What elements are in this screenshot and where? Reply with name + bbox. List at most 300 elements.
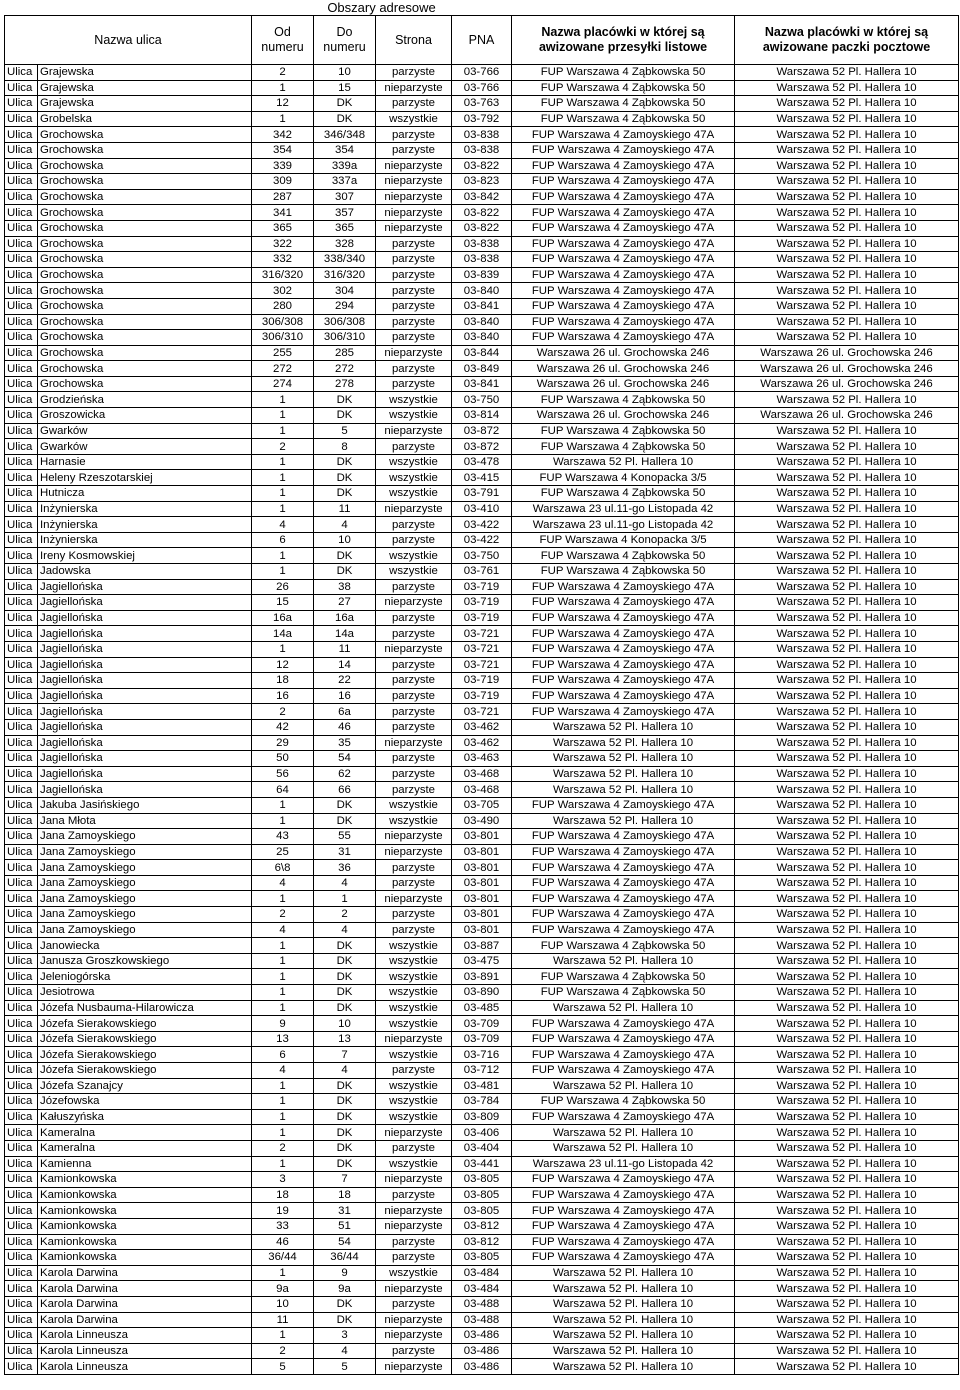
letters-office-cell: FUP Warszawa 4 Zamoyskiego 47A <box>512 1047 735 1063</box>
from-number-cell: 6 <box>252 1047 314 1063</box>
from-number-cell: 342 <box>252 127 314 143</box>
side-cell: wszystkie <box>376 1078 452 1094</box>
letters-office-cell: FUP Warszawa 4 Ząbkowska 50 <box>512 1094 735 1110</box>
side-cell: wszystkie <box>376 1016 452 1032</box>
side-cell: wszystkie <box>376 1156 452 1172</box>
to-number-cell: 11 <box>314 501 376 517</box>
letters-office-cell: FUP Warszawa 4 Zamoyskiego 47A <box>512 205 735 221</box>
table-row <box>5 719 959 735</box>
to-number-cell: DK <box>314 1156 376 1172</box>
street-name-cell: Kałuszyńska <box>38 1109 252 1125</box>
from-number-cell: 29 <box>252 735 314 751</box>
parcels-office-cell: Warszawa 52 Pl. Hallera 10 <box>735 423 959 439</box>
from-number-cell: 12 <box>252 657 314 673</box>
street-name-cell: Jagiellońska <box>38 673 252 689</box>
side-cell: parzyste <box>376 252 452 268</box>
letters-office-cell: FUP Warszawa 4 Ząbkowska 50 <box>512 423 735 439</box>
table-row <box>5 205 959 221</box>
street-type-cell: Ulica <box>5 641 38 657</box>
from-number-cell: 2 <box>252 439 314 455</box>
to-number-cell: 10 <box>314 65 376 81</box>
table-row <box>5 454 959 470</box>
parcels-office-cell: Warszawa 52 Pl. Hallera 10 <box>735 392 959 408</box>
pna-cell: 03-488 <box>452 1296 512 1312</box>
street-name-cell: Jagiellońska <box>38 751 252 767</box>
side-cell: nieparzyste <box>376 345 452 361</box>
side-cell: nieparzyste <box>376 829 452 845</box>
to-number-cell: 9 <box>314 1265 376 1281</box>
to-number-cell: 31 <box>314 844 376 860</box>
parcels-office-cell: Warszawa 52 Pl. Hallera 10 <box>735 96 959 112</box>
to-number-cell: 316/320 <box>314 267 376 283</box>
street-name-cell: Harnasie <box>38 454 252 470</box>
parcels-office-cell: Warszawa 52 Pl. Hallera 10 <box>735 1281 959 1297</box>
table-row <box>5 423 959 439</box>
letters-office-cell: Warszawa 52 Pl. Hallera 10 <box>512 454 735 470</box>
from-number-cell: 339 <box>252 158 314 174</box>
to-number-cell: DK <box>314 408 376 424</box>
parcels-office-cell: Warszawa 52 Pl. Hallera 10 <box>735 1250 959 1266</box>
table-row <box>5 844 959 860</box>
side-cell: nieparzyste <box>376 158 452 174</box>
to-number-cell: 35 <box>314 735 376 751</box>
pna-cell: 03-719 <box>452 688 512 704</box>
street-name-cell: Jeleniogórska <box>38 969 252 985</box>
from-number-cell: 1 <box>252 392 314 408</box>
to-number-cell: 51 <box>314 1218 376 1234</box>
to-number-cell: 18 <box>314 1187 376 1203</box>
to-number-cell: 54 <box>314 751 376 767</box>
street-name-cell: Jagiellońska <box>38 782 252 798</box>
from-number-cell: 1 <box>252 985 314 1001</box>
street-type-cell: Ulica <box>5 813 38 829</box>
to-number-cell: 5 <box>314 423 376 439</box>
to-number-cell: 285 <box>314 345 376 361</box>
pna-cell: 03-415 <box>452 470 512 486</box>
street-type-cell: Ulica <box>5 174 38 190</box>
from-number-cell: 1 <box>252 564 314 580</box>
side-cell: nieparzyste <box>376 501 452 517</box>
street-name-cell: Karola Darwina <box>38 1296 252 1312</box>
street-name-cell: Jagiellońska <box>38 641 252 657</box>
side-cell: parzyste <box>376 1187 452 1203</box>
parcels-office-cell: Warszawa 52 Pl. Hallera 10 <box>735 330 959 346</box>
parcels-office-cell: Warszawa 52 Pl. Hallera 10 <box>735 267 959 283</box>
parcels-office-cell: Warszawa 52 Pl. Hallera 10 <box>735 969 959 985</box>
pna-cell: 03-716 <box>452 1047 512 1063</box>
side-cell: wszystkie <box>376 813 452 829</box>
from-number-cell: 1 <box>252 813 314 829</box>
from-number-cell: 1 <box>252 454 314 470</box>
pna-cell: 03-463 <box>452 751 512 767</box>
parcels-office-cell: Warszawa 52 Pl. Hallera 10 <box>735 829 959 845</box>
table-row <box>5 330 959 346</box>
street-type-cell: Ulica <box>5 361 38 377</box>
letters-office-cell: FUP Warszawa 4 Zamoyskiego 47A <box>512 673 735 689</box>
street-name-cell: Kamionkowska <box>38 1187 252 1203</box>
header-street-name: Nazwa ulica <box>5 16 252 65</box>
street-type-cell: Ulica <box>5 766 38 782</box>
pna-cell: 03-844 <box>452 345 512 361</box>
street-name-cell: Ireny Kosmowskiej <box>38 548 252 564</box>
side-cell: nieparzyste <box>376 1203 452 1219</box>
side-cell: nieparzyste <box>376 1281 452 1297</box>
street-type-cell: Ulica <box>5 657 38 673</box>
from-number-cell: 42 <box>252 719 314 735</box>
header-spacer <box>512 0 959 16</box>
header-pna: PNA <box>452 16 512 65</box>
side-cell: parzyste <box>376 298 452 314</box>
table-row <box>5 1140 959 1156</box>
parcels-office-cell: Warszawa 52 Pl. Hallera 10 <box>735 953 959 969</box>
letters-office-cell: FUP Warszawa 4 Ząbkowska 50 <box>512 969 735 985</box>
to-number-cell: DK <box>314 797 376 813</box>
pna-cell: 03-709 <box>452 1031 512 1047</box>
parcels-office-cell: Warszawa 52 Pl. Hallera 10 <box>735 1265 959 1281</box>
table-row <box>5 80 959 96</box>
street-name-cell: Grajewska <box>38 80 252 96</box>
side-cell: wszystkie <box>376 953 452 969</box>
from-number-cell: 1 <box>252 797 314 813</box>
table-row <box>5 1000 959 1016</box>
from-number-cell: 287 <box>252 189 314 205</box>
from-number-cell: 1 <box>252 111 314 127</box>
header-from-number: Od numeru <box>252 16 314 65</box>
street-name-cell: Grajewska <box>38 96 252 112</box>
street-name-cell: Grochowska <box>38 252 252 268</box>
street-name-cell: Jana Zamoyskiego <box>38 875 252 891</box>
letters-office-cell: Warszawa 52 Pl. Hallera 10 <box>512 1359 735 1375</box>
letters-office-cell: FUP Warszawa 4 Zamoyskiego 47A <box>512 875 735 891</box>
to-number-cell: DK <box>314 1109 376 1125</box>
to-number-cell: DK <box>314 1140 376 1156</box>
table-row <box>5 361 959 377</box>
table-row <box>5 1218 959 1234</box>
table-row <box>5 111 959 127</box>
from-number-cell: 5 <box>252 1359 314 1375</box>
from-number-cell: 10 <box>252 1296 314 1312</box>
street-type-cell: Ulica <box>5 875 38 891</box>
letters-office-cell: FUP Warszawa 4 Ząbkowska 50 <box>512 938 735 954</box>
from-number-cell: 2 <box>252 1140 314 1156</box>
pna-cell: 03-839 <box>452 267 512 283</box>
pna-cell: 03-801 <box>452 891 512 907</box>
pna-cell: 03-805 <box>452 1203 512 1219</box>
letters-office-cell: FUP Warszawa 4 Zamoyskiego 47A <box>512 657 735 673</box>
to-number-cell: 354 <box>314 142 376 158</box>
letters-office-cell: FUP Warszawa 4 Zamoyskiego 47A <box>512 330 735 346</box>
street-name-cell: Jagiellońska <box>38 626 252 642</box>
table-row <box>5 345 959 361</box>
from-number-cell: 9 <box>252 1016 314 1032</box>
to-number-cell: DK <box>314 953 376 969</box>
letters-office-cell: FUP Warszawa 4 Zamoyskiego 47A <box>512 704 735 720</box>
parcels-office-cell: Warszawa 52 Pl. Hallera 10 <box>735 1140 959 1156</box>
parcels-office-cell: Warszawa 52 Pl. Hallera 10 <box>735 205 959 221</box>
to-number-cell: 1 <box>314 891 376 907</box>
letters-office-cell: FUP Warszawa 4 Zamoyskiego 47A <box>512 298 735 314</box>
street-type-cell: Ulica <box>5 517 38 533</box>
street-type-cell: Ulica <box>5 408 38 424</box>
to-number-cell: DK <box>314 486 376 502</box>
letters-office-cell: FUP Warszawa 4 Zamoyskiego 47A <box>512 1218 735 1234</box>
parcels-office-cell: Warszawa 52 Pl. Hallera 10 <box>735 174 959 190</box>
table-row <box>5 985 959 1001</box>
parcels-office-cell: Warszawa 26 ul. Grochowska 246 <box>735 376 959 392</box>
street-type-cell: Ulica <box>5 111 38 127</box>
from-number-cell: 1 <box>252 1000 314 1016</box>
to-number-cell: DK <box>314 1125 376 1141</box>
table-row <box>5 1078 959 1094</box>
pna-cell: 03-721 <box>452 641 512 657</box>
letters-office-cell: FUP Warszawa 4 Zamoyskiego 47A <box>512 1187 735 1203</box>
to-number-cell: 9a <box>314 1281 376 1297</box>
street-name-cell: Karola Darwina <box>38 1312 252 1328</box>
letters-office-cell: FUP Warszawa 4 Zamoyskiego 47A <box>512 860 735 876</box>
table-row <box>5 1281 959 1297</box>
street-name-cell: Jagiellońska <box>38 766 252 782</box>
parcels-office-cell: Warszawa 52 Pl. Hallera 10 <box>735 782 959 798</box>
to-number-cell: 4 <box>314 875 376 891</box>
pna-cell: 03-838 <box>452 236 512 252</box>
table-row <box>5 938 959 954</box>
to-number-cell: 14a <box>314 626 376 642</box>
pna-cell: 03-422 <box>452 517 512 533</box>
to-number-cell: 346/348 <box>314 127 376 143</box>
parcels-office-cell: Warszawa 52 Pl. Hallera 10 <box>735 985 959 1001</box>
street-type-cell: Ulica <box>5 220 38 236</box>
pna-cell: 03-486 <box>452 1343 512 1359</box>
street-type-cell: Ulica <box>5 65 38 81</box>
side-cell: wszystkie <box>376 1265 452 1281</box>
side-cell: wszystkie <box>376 392 452 408</box>
street-name-cell: Kameralna <box>38 1140 252 1156</box>
table-row <box>5 1125 959 1141</box>
street-name-cell: Jagiellońska <box>38 610 252 626</box>
street-name-cell: Grochowska <box>38 189 252 205</box>
table-row <box>5 1109 959 1125</box>
pna-cell: 03-822 <box>452 205 512 221</box>
parcels-office-cell: Warszawa 52 Pl. Hallera 10 <box>735 1203 959 1219</box>
side-cell: parzyste <box>376 704 452 720</box>
street-name-cell: Grajewska <box>38 65 252 81</box>
street-name-cell: Kamionkowska <box>38 1218 252 1234</box>
to-number-cell: 13 <box>314 1031 376 1047</box>
letters-office-cell: FUP Warszawa 4 Zamoyskiego 47A <box>512 626 735 642</box>
pna-cell: 03-872 <box>452 439 512 455</box>
to-number-cell: 294 <box>314 298 376 314</box>
letters-office-cell: FUP Warszawa 4 Zamoyskiego 47A <box>512 907 735 923</box>
to-number-cell: 304 <box>314 283 376 299</box>
header-spacer <box>5 0 252 16</box>
pna-cell: 03-721 <box>452 704 512 720</box>
side-cell: wszystkie <box>376 797 452 813</box>
street-name-cell: Jagiellońska <box>38 719 252 735</box>
street-type-cell: Ulica <box>5 1031 38 1047</box>
side-cell: parzyste <box>376 439 452 455</box>
letters-office-cell: FUP Warszawa 4 Ząbkowska 50 <box>512 548 735 564</box>
to-number-cell: 62 <box>314 766 376 782</box>
parcels-office-cell: Warszawa 52 Pl. Hallera 10 <box>735 891 959 907</box>
table-row <box>5 314 959 330</box>
street-name-cell: Jana Zamoyskiego <box>38 922 252 938</box>
street-type-cell: Ulica <box>5 1328 38 1344</box>
table-row <box>5 1172 959 1188</box>
letters-office-cell: FUP Warszawa 4 Zamoyskiego 47A <box>512 641 735 657</box>
parcels-office-cell: Warszawa 52 Pl. Hallera 10 <box>735 875 959 891</box>
letters-office-cell: Warszawa 23 ul.11-go Listopada 42 <box>512 501 735 517</box>
table-row <box>5 1094 959 1110</box>
letters-office-cell: Warszawa 26 ul. Grochowska 246 <box>512 408 735 424</box>
from-number-cell: 316/320 <box>252 267 314 283</box>
street-type-cell: Ulica <box>5 1140 38 1156</box>
from-number-cell: 6\8 <box>252 860 314 876</box>
side-cell: nieparzyste <box>376 1218 452 1234</box>
side-cell: parzyste <box>376 142 452 158</box>
street-type-cell: Ulica <box>5 1016 38 1032</box>
parcels-office-cell: Warszawa 52 Pl. Hallera 10 <box>735 501 959 517</box>
street-type-cell: Ulica <box>5 1156 38 1172</box>
side-cell: parzyste <box>376 579 452 595</box>
pna-cell: 03-478 <box>452 454 512 470</box>
side-cell: parzyste <box>376 236 452 252</box>
from-number-cell: 9a <box>252 1281 314 1297</box>
from-number-cell: 25 <box>252 844 314 860</box>
side-cell: nieparzyste <box>376 205 452 221</box>
table-row <box>5 392 959 408</box>
from-number-cell: 1 <box>252 1094 314 1110</box>
letters-office-cell: Warszawa 52 Pl. Hallera 10 <box>512 782 735 798</box>
pna-cell: 03-766 <box>452 65 512 81</box>
from-number-cell: 1 <box>252 1328 314 1344</box>
from-number-cell: 341 <box>252 205 314 221</box>
letters-office-cell: FUP Warszawa 4 Zamoyskiego 47A <box>512 1063 735 1079</box>
parcels-office-cell: Warszawa 52 Pl. Hallera 10 <box>735 532 959 548</box>
letters-office-cell: FUP Warszawa 4 Zamoyskiego 47A <box>512 267 735 283</box>
street-name-cell: Grochowska <box>38 345 252 361</box>
to-number-cell: DK <box>314 454 376 470</box>
parcels-office-cell: Warszawa 52 Pl. Hallera 10 <box>735 797 959 813</box>
street-type-cell: Ulica <box>5 564 38 580</box>
pna-cell: 03-709 <box>452 1016 512 1032</box>
pna-cell: 03-838 <box>452 252 512 268</box>
from-number-cell: 365 <box>252 220 314 236</box>
side-cell: nieparzyste <box>376 891 452 907</box>
parcels-office-cell: Warszawa 52 Pl. Hallera 10 <box>735 1078 959 1094</box>
pna-cell: 03-814 <box>452 408 512 424</box>
parcels-office-cell: Warszawa 52 Pl. Hallera 10 <box>735 657 959 673</box>
to-number-cell: DK <box>314 1094 376 1110</box>
to-number-cell: 16a <box>314 610 376 626</box>
from-number-cell: 4 <box>252 517 314 533</box>
parcels-office-cell: Warszawa 52 Pl. Hallera 10 <box>735 454 959 470</box>
pna-cell: 03-840 <box>452 330 512 346</box>
pna-cell: 03-705 <box>452 797 512 813</box>
to-number-cell: 54 <box>314 1234 376 1250</box>
pna-cell: 03-842 <box>452 189 512 205</box>
table-row <box>5 610 959 626</box>
letters-office-cell: Warszawa 52 Pl. Hallera 10 <box>512 1328 735 1344</box>
street-name-cell: Kamionkowska <box>38 1203 252 1219</box>
pna-cell: 03-719 <box>452 579 512 595</box>
street-type-cell: Ulica <box>5 252 38 268</box>
side-cell: wszystkie <box>376 1109 452 1125</box>
from-number-cell: 16 <box>252 688 314 704</box>
parcels-office-cell: Warszawa 52 Pl. Hallera 10 <box>735 813 959 829</box>
side-cell: parzyste <box>376 626 452 642</box>
pna-cell: 03-721 <box>452 657 512 673</box>
side-cell: parzyste <box>376 517 452 533</box>
parcels-office-cell: Warszawa 52 Pl. Hallera 10 <box>735 626 959 642</box>
table-row <box>5 486 959 502</box>
from-number-cell: 1 <box>252 423 314 439</box>
street-name-cell: Gwarków <box>38 423 252 439</box>
letters-office-cell: FUP Warszawa 4 Zamoyskiego 47A <box>512 158 735 174</box>
parcels-office-cell: Warszawa 52 Pl. Hallera 10 <box>735 517 959 533</box>
pna-cell: 03-841 <box>452 298 512 314</box>
street-type-cell: Ulica <box>5 80 38 96</box>
street-type-cell: Ulica <box>5 860 38 876</box>
street-type-cell: Ulica <box>5 330 38 346</box>
pna-cell: 03-801 <box>452 875 512 891</box>
street-type-cell: Ulica <box>5 844 38 860</box>
table-row <box>5 189 959 205</box>
parcels-office-cell: Warszawa 52 Pl. Hallera 10 <box>735 766 959 782</box>
street-name-cell: Jakuba Jasińskiego <box>38 797 252 813</box>
letters-office-cell: Warszawa 23 ul.11-go Listopada 42 <box>512 517 735 533</box>
street-type-cell: Ulica <box>5 907 38 923</box>
parcels-office-cell: Warszawa 52 Pl. Hallera 10 <box>735 922 959 938</box>
parcels-office-cell: Warszawa 52 Pl. Hallera 10 <box>735 486 959 502</box>
street-name-cell: Hutnicza <box>38 486 252 502</box>
table-row <box>5 751 959 767</box>
parcels-office-cell: Warszawa 52 Pl. Hallera 10 <box>735 1047 959 1063</box>
from-number-cell: 2 <box>252 907 314 923</box>
street-name-cell: Józefa Sierakowskiego <box>38 1047 252 1063</box>
to-number-cell: DK <box>314 1078 376 1094</box>
to-number-cell: DK <box>314 548 376 564</box>
to-number-cell: 307 <box>314 189 376 205</box>
street-name-cell: Jagiellońska <box>38 595 252 611</box>
side-cell: wszystkie <box>376 1000 452 1016</box>
to-number-cell: 22 <box>314 673 376 689</box>
side-cell: parzyste <box>376 688 452 704</box>
letters-office-cell: FUP Warszawa 4 Zamoyskiego 47A <box>512 174 735 190</box>
to-number-cell: 306/308 <box>314 314 376 330</box>
pna-cell: 03-840 <box>452 283 512 299</box>
parcels-office-cell: Warszawa 52 Pl. Hallera 10 <box>735 298 959 314</box>
from-number-cell: 4 <box>252 922 314 938</box>
from-number-cell: 274 <box>252 376 314 392</box>
table-row <box>5 376 959 392</box>
to-number-cell: 365 <box>314 220 376 236</box>
side-cell: wszystkie <box>376 969 452 985</box>
pna-cell: 03-750 <box>452 392 512 408</box>
pna-cell: 03-719 <box>452 610 512 626</box>
parcels-office-cell: Warszawa 52 Pl. Hallera 10 <box>735 127 959 143</box>
side-cell: nieparzyste <box>376 1172 452 1188</box>
parcels-office-cell: Warszawa 52 Pl. Hallera 10 <box>735 860 959 876</box>
side-cell: nieparzyste <box>376 174 452 190</box>
table-row <box>5 953 959 969</box>
table-row <box>5 1016 959 1032</box>
pna-cell: 03-406 <box>452 1125 512 1141</box>
pna-cell: 03-805 <box>452 1172 512 1188</box>
from-number-cell: 332 <box>252 252 314 268</box>
letters-office-cell: FUP Warszawa 4 Zamoyskiego 47A <box>512 688 735 704</box>
parcels-office-cell: Warszawa 52 Pl. Hallera 10 <box>735 1359 959 1375</box>
street-name-cell: Grochowska <box>38 314 252 330</box>
